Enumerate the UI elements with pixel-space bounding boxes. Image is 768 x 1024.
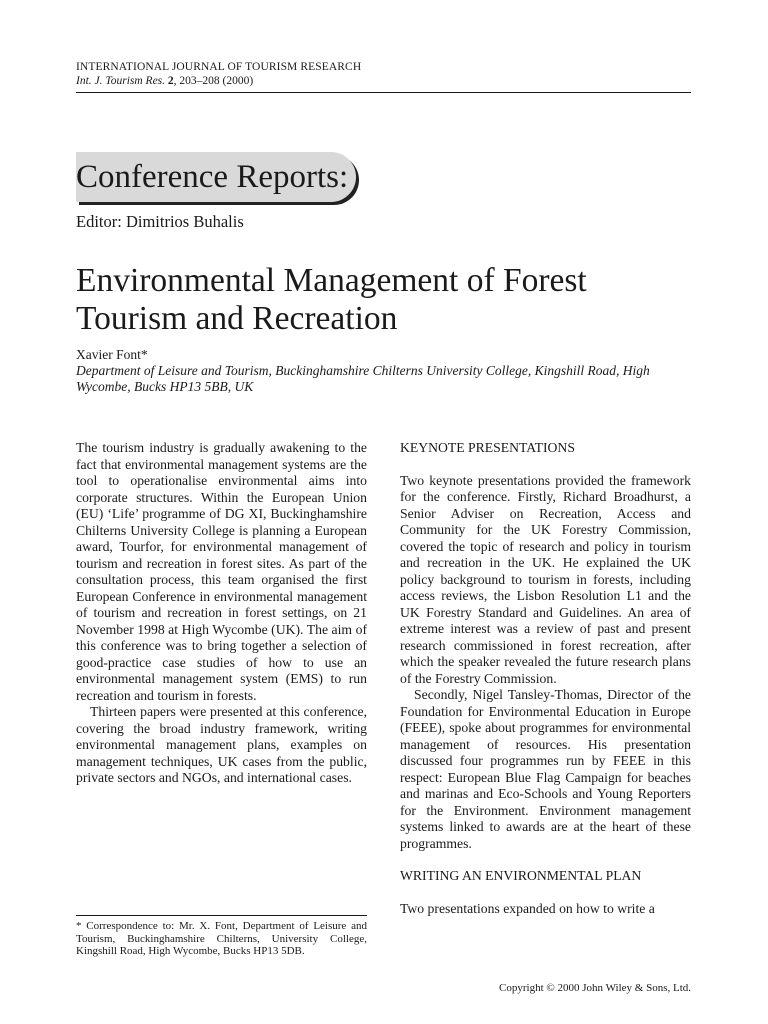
paragraph: The tourism industry is gradually awakening to the fact that environmental management systems are the tool to operationalise environmental aims into corporate structures. Within the European Union (EU) ‘Life’ programme of DG XI, Buckinghamshire Chilterns University College is planning a European award, Tourfor, for environmental management of tourism and recreation in forest sites. As part of the consultation process, this team organised the first European Conference in environmental management of tourism and recreation in forest settings, on 21 November 1998 at High Wycombe (UK). The aim of this conference was to bring together a selection of good-practice case studies of how to use an environmental management system (EMS) to run recreation and tourism in forests. (76, 440, 367, 703)
correspondence-footnote: * Correspondence to: Mr. X. Font, Department of Leisure and Tourism, Buckinghamshire Chilterns, University College, Kingshill Road, High Wycombe, Bucks HP13 5DB. (76, 920, 367, 957)
header-rule (76, 92, 691, 93)
citation-volume: 2 (167, 75, 174, 87)
section-heading-writing-plan: WRITING AN ENVIRONMENTAL PLAN (400, 868, 642, 883)
paragraph: Secondly, Nigel Tansley-Thomas, Director of the Foundation for Environmental Education in Europe (FEEE), spoke about programmes for environmental management of resources. His presentation discussed four programmes run by FEEE in this respect: European Blue Flag Campaign for beaches and marinas and Eco-Schools and Young Reporters for the Environment. Environment management systems linked to awards are at the heart of these programmes. (400, 687, 691, 851)
paragraph: Two keynote presentations provided the framework for the conference. Firstly, Richard Broadhurst, a Senior Adviser on Recreation, Access and Community for the UK Forestry Commission, covered the topic of research and policy in tourism and recreation in the UK. He explained the UK policy background to tourism in forests, including access reviews, the Lisbon Resolution L1 and the UK Forestry Standard and Guidelines. An area of extreme interest was a review of past and present research commissioned in forest recreation, after which the speaker revealed the future research plans of the Forestry Commission. (400, 472, 691, 686)
footnote-rule (76, 915, 367, 916)
citation-journal: Int. J. Tourism Res. (76, 75, 166, 87)
author-affiliation: Department of Leisure and Tourism, Buckinghamshire Chilterns University College, Kingshill Road, High Wycombe, Bucks HP13 5BB, UK (76, 363, 650, 394)
editor-line: Editor: Dimitrios Buhalis (76, 212, 244, 231)
copyright-line: Copyright © 2000 John Wiley & Sons, Ltd. (499, 982, 691, 994)
left-column (76, 440, 367, 787)
title-line-2: Tourism and Recreation (76, 300, 398, 337)
running-header (76, 60, 691, 88)
title-line-1: Environmental Management of Forest (76, 262, 587, 299)
paragraph: Two presentations expanded on how to write a (400, 900, 655, 916)
citation (76, 74, 691, 88)
citation-pages: , 203–208 (2000) (173, 75, 254, 87)
section-heading-keynote: KEYNOTE PRESENTATIONS (400, 440, 575, 455)
section-label-box (76, 152, 356, 202)
journal-name: INTERNATIONAL JOURNAL OF TOURISM RESEARCH (76, 61, 362, 73)
right-column (400, 440, 691, 917)
section-label: Conference Reports: (76, 158, 349, 195)
author-name: Xavier Font* (76, 347, 148, 362)
article-title (76, 262, 696, 338)
paragraph: Thirteen papers were presented at this conference, covering the broad industry framework, writing environmental management plans, examples on management techniques, UK cases from the public, private sectors and NGOs, and international cases. (76, 704, 367, 785)
